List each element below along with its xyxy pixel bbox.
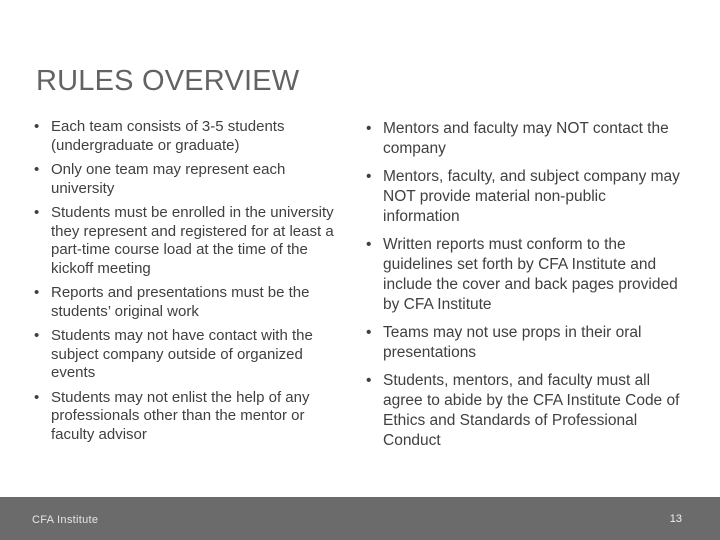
list-item <box>32 327 350 383</box>
list-item <box>364 167 686 227</box>
bullet-text: Students may not have contact with the subject company outside of organized events <box>51 327 313 381</box>
bullet-icon: • <box>34 204 40 221</box>
bullet-icon: • <box>366 372 372 389</box>
bullet-text: Mentors, faculty, and subject company may NOT provide material non-public information <box>383 168 680 225</box>
bullet-text: Mentors and faculty may NOT contact the company <box>383 120 669 157</box>
bullet-icon: • <box>34 118 40 135</box>
footer-bar <box>0 497 720 540</box>
list-item <box>32 118 350 155</box>
bullet-text: Reports and presentations must be the students’ original work <box>51 284 310 320</box>
list-item <box>364 119 686 159</box>
bullet-icon: • <box>34 388 40 406</box>
list-item <box>32 389 350 445</box>
list-item <box>32 204 350 278</box>
bullet-icon: • <box>34 161 40 178</box>
list-item <box>32 161 350 198</box>
list-item <box>32 284 350 321</box>
bullet-icon: • <box>366 324 372 341</box>
bullet-icon: • <box>34 327 40 344</box>
bullet-text: Written reports must conform to the guidelines set forth by CFA Institute and include the cover and back pages provided by CFA Institute <box>383 236 678 313</box>
bullet-text: Each team consists of 3-5 students (undergraduate or graduate) <box>51 118 285 154</box>
bullet-icon: • <box>366 168 372 185</box>
bullet-text: Students, mentors, and faculty must all agree to abide by the CFA Institute Code of Ethics and Standards of Professional Conduct <box>383 372 680 449</box>
list-item <box>364 323 686 363</box>
page-number: 13 <box>669 513 682 525</box>
right-bullet-list <box>364 119 686 459</box>
list-item <box>364 235 686 315</box>
slide-title: RULES OVERVIEW <box>36 65 300 97</box>
bullet-text: Teams may not use props in their oral presentations <box>383 324 642 361</box>
bullet-icon: • <box>34 284 40 301</box>
left-bullet-list <box>32 118 350 450</box>
bullet-icon: • <box>366 236 372 253</box>
bullet-text: Only one team may represent each university <box>51 161 286 197</box>
list-item <box>364 371 686 451</box>
bullet-text: Students may not enlist the help of any professionals other than the mentor or faculty advisor <box>51 388 310 443</box>
cfa-institute-logo: CFA Institute <box>32 514 99 526</box>
bullet-text: Students must be enrolled in the university they represent and registered for at least a part-time course load at the time of the kickoff meeting <box>51 204 334 277</box>
bullet-icon: • <box>366 120 372 137</box>
